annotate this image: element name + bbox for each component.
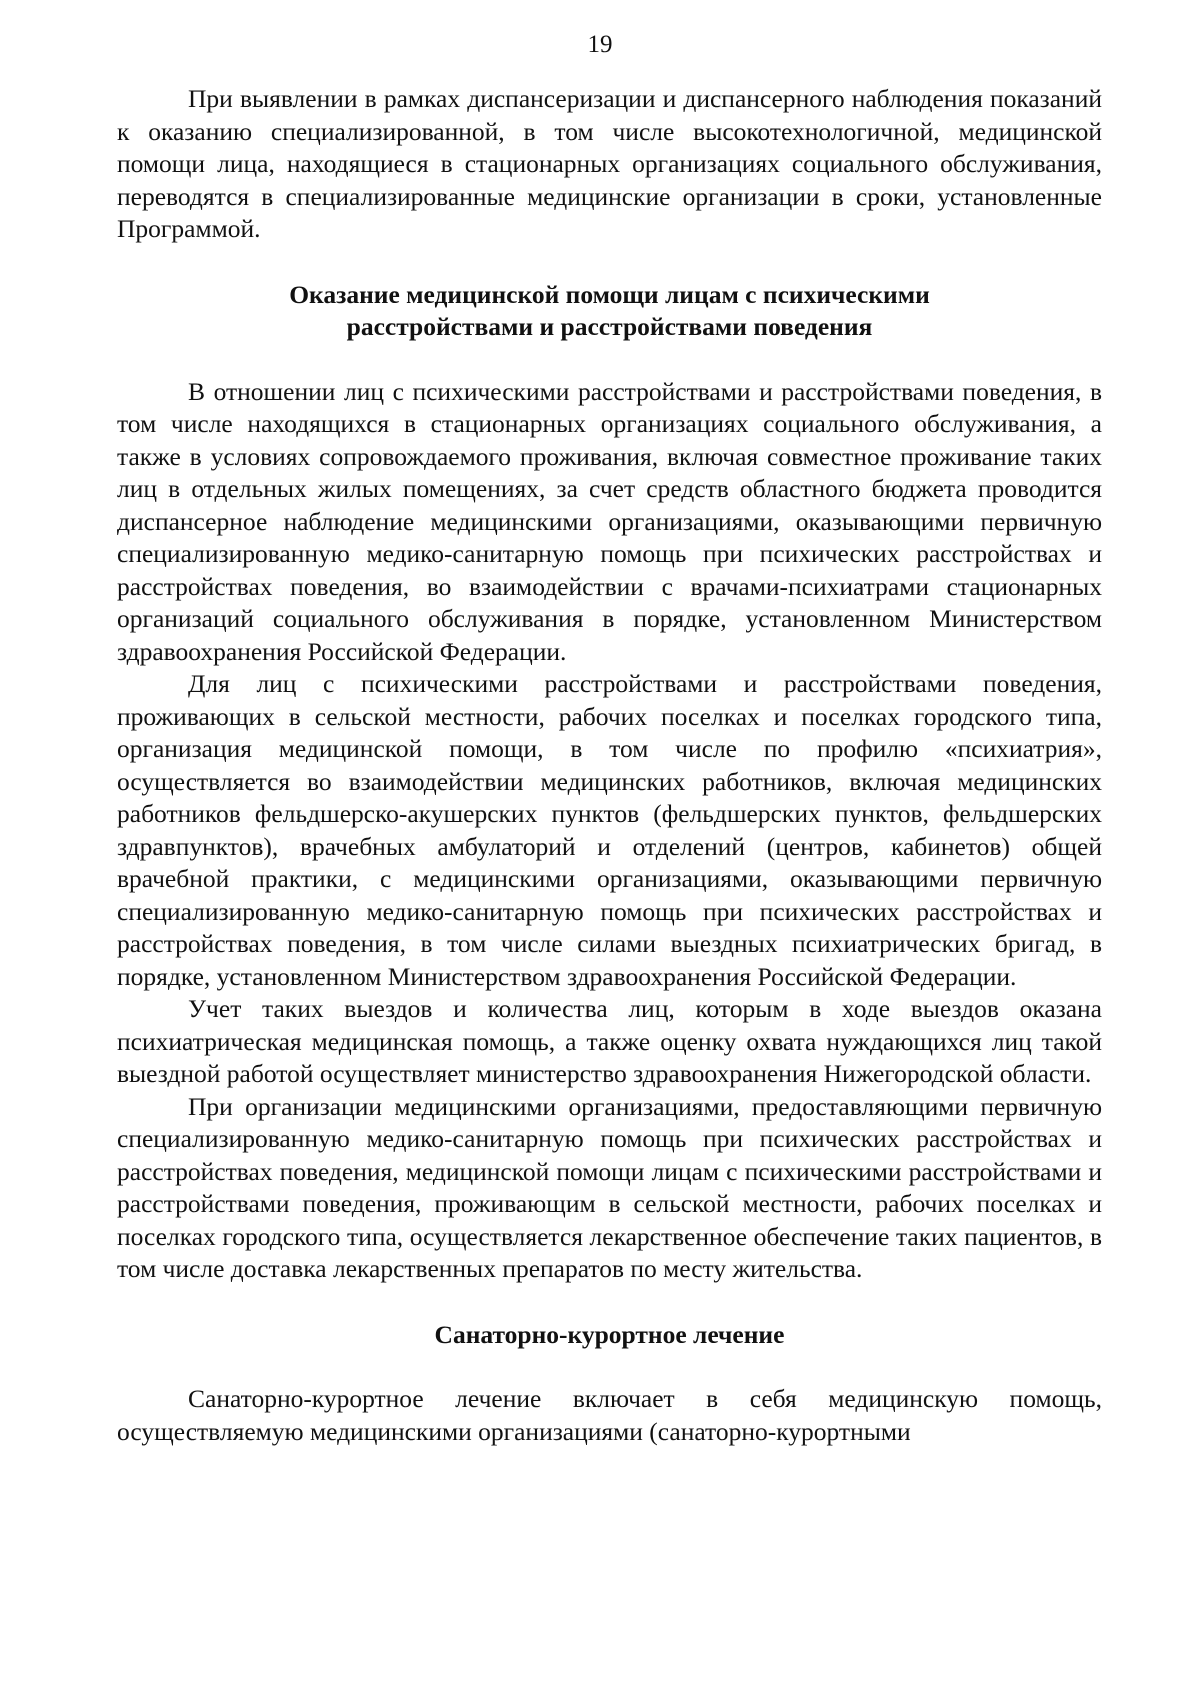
- paragraph-intro: При выявлении в рамках диспансеризации и диспансерного наблюдения показаний к оказанию специализированной, в том числе высокотехнологичной, медицинской помощи лица, находящиеся в стационарных организациях социального обслуживания, переводятся в специализированные медицинские организации в сроки, установленные Программой.: [117, 84, 1102, 243]
- heading-line-2: расстройствами и расстройствами поведения: [346, 312, 873, 341]
- paragraph-sanatorium-1: Санаторно-курортное лечение включает в себя медицинскую помощь, осуществляемую медицинскими организациями (санаторно-курортными: [117, 1384, 1102, 1446]
- paragraph-mental-4: При организации медицинскими организациями, предоставляющими первичную специализированную медико-санитарную помощь при психических расстройствах и расстройствах поведения, медицинской помощи лицам с психическими расстройствами и расстройствами поведения, проживающим в сельской местности, рабочих поселках и поселках городского типа, осуществляется лекарственное обеспечение таких пациентов, в том числе доставка лекарственных препаратов по месту жительства.: [117, 1091, 1102, 1283]
- section-heading-mental-health: [117, 279, 1102, 344]
- heading-line-1: Оказание медицинской помощи лицам с психическими: [289, 279, 930, 309]
- paragraph-mental-3: Учет таких выездов и количества лиц, которым в ходе выездов оказана психиатрическая медицинская помощь, а также оценку охвата нуждающихся лиц такой выездной работой осуществляет министерство здравоохранения Нижегородской области.: [117, 994, 1102, 1088]
- section-heading-sanatorium: Санаторно-курортное лечение: [434, 1319, 785, 1349]
- paragraph-mental-1: В отношении лиц с психическими расстройствами и расстройствами поведения, в том числе находящихся в стационарных организациях социального обслуживания, а также в условиях сопровождаемого проживания, включая совместное проживание таких лиц в отдельных жилых помещениях, за счет средств областного бюджета проводится диспансерное наблюдение медицинскими организациями, оказывающими первичную специализированную медико-санитарную помощь при психических расстройствах и расстройствах поведения, во взаимодействии с врачами-психиатрами стационарных организаций социального обслуживания в порядке, установленном Министерством здравоохранения Российской Федерации.: [117, 376, 1102, 666]
- page-number: 19: [587, 31, 613, 58]
- paragraph-mental-2: Для лиц с психическими расстройствами и расстройствами поведения, проживающих в сельской местности, рабочих поселках и поселках городского типа, организация медицинской помощи, в том числе по профилю «психиатрия», осуществляется во взаимодействии медицинских работников, включая медицинских работников фельдшерско-акушерских пунктов (фельдшерских пунктов, фельдшерских здравпунктов), врачебных амбулаторий и отделений (центров, кабинетов) общей врачебной практики, с медицинскими организациями, оказывающими первичную специализированную медико-санитарную помощь при психических расстройствах и расстройствах поведения, в том числе силами выездных психиатрических бригад, в порядке, установленном Министерством здравоохранения Российской Федерации.: [117, 669, 1102, 991]
- document-body: [117, 83, 1102, 1448]
